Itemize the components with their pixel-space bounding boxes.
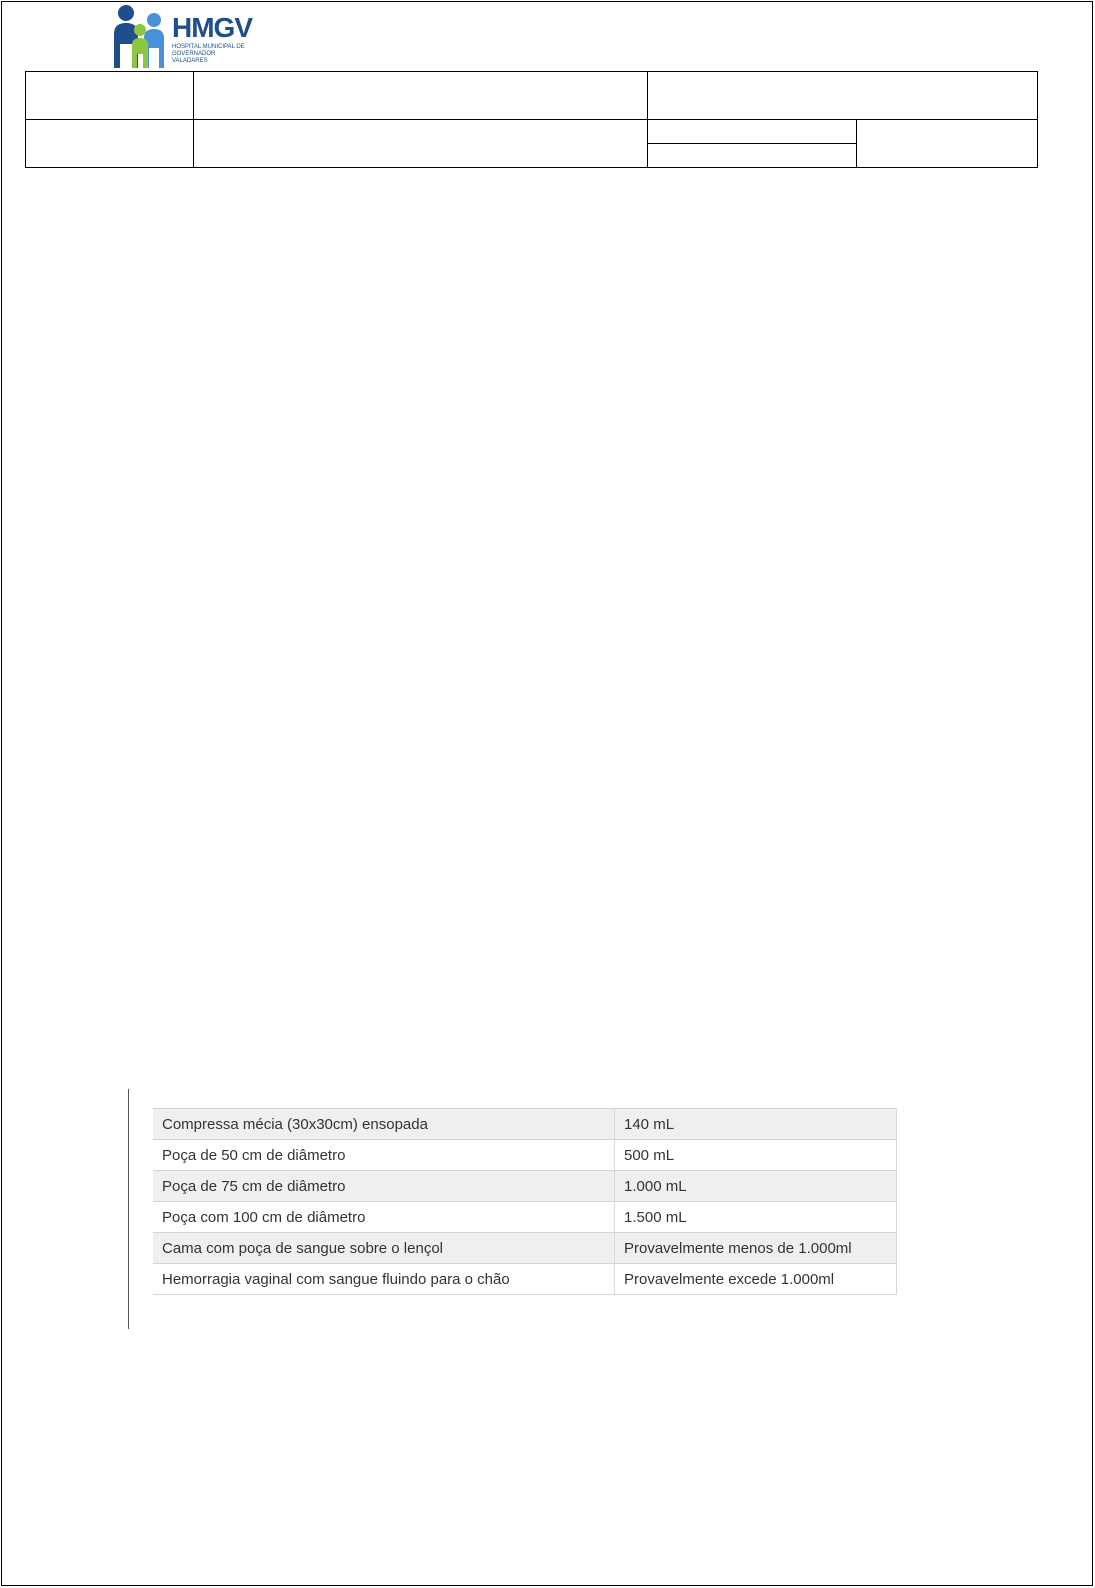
header-cell-page xyxy=(857,120,1038,168)
row-description: Poça de 50 cm de diâmetro xyxy=(153,1140,615,1171)
row-description: Poça com 100 cm de diâmetro xyxy=(153,1202,615,1233)
row-volume: 500 mL xyxy=(615,1140,897,1171)
header-cell-revision xyxy=(648,144,857,168)
vertical-rule xyxy=(128,1089,129,1329)
table-row xyxy=(153,1233,897,1264)
header-cell-sector xyxy=(26,120,194,168)
row-volume: 1.000 mL xyxy=(615,1171,897,1202)
row-description: Hemorragia vaginal com sangue fluindo para o chão xyxy=(153,1264,615,1295)
row-volume: 140 mL xyxy=(615,1109,897,1140)
row-description: Cama com poça de sangue sobre o lençol xyxy=(153,1233,615,1264)
header-cell-subject xyxy=(194,120,648,168)
row-volume: Provavelmente excede 1.000ml xyxy=(615,1264,897,1295)
table-row xyxy=(153,1264,897,1295)
logo-brand-text: HMGV xyxy=(172,12,252,43)
logo-subtitle: HOSPITAL MUNICIPAL DE GOVERNADOR VALADARES xyxy=(172,44,245,64)
blood-volume-table xyxy=(153,1108,897,1295)
row-description: Compressa mécia (30x30cm) ensopada xyxy=(153,1109,615,1140)
table-row xyxy=(153,1140,897,1171)
header-cell-code xyxy=(26,72,194,120)
document-header-table xyxy=(25,71,1038,168)
header-cell-type xyxy=(648,72,1038,120)
header-cell-title xyxy=(194,72,648,120)
table-row xyxy=(153,1171,897,1202)
header-cell-issue-date xyxy=(648,120,857,144)
hospital-logo xyxy=(108,4,268,68)
table-row xyxy=(153,1109,897,1140)
family-icon xyxy=(108,4,168,68)
row-description: Poça de 75 cm de diâmetro xyxy=(153,1171,615,1202)
row-volume: Provavelmente menos de 1.000ml xyxy=(615,1233,897,1264)
page-border xyxy=(1,1,1093,1586)
row-volume: 1.500 mL xyxy=(615,1202,897,1233)
table-row xyxy=(153,1202,897,1233)
